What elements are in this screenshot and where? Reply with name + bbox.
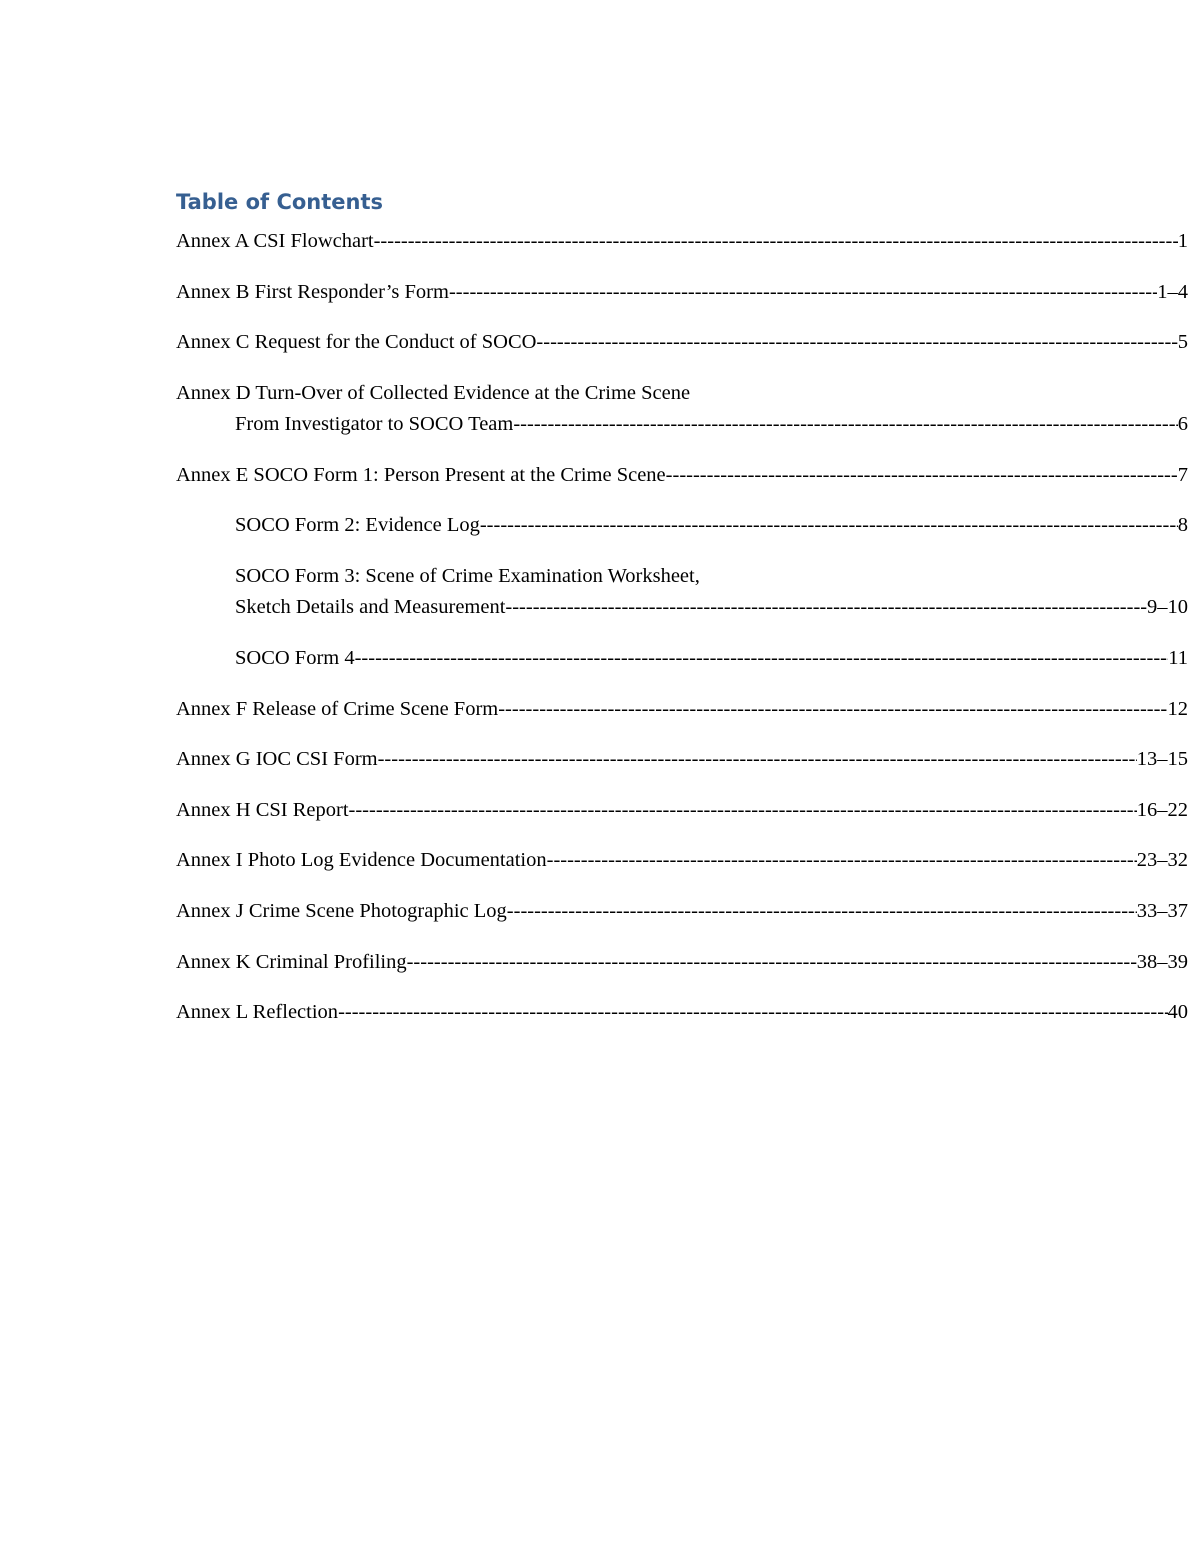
toc-entry [176,277,1188,308]
toc-entry-pages: 1–4 [1157,281,1188,303]
toc-entry-label: SOCO Form 2: Evidence Log [235,514,480,536]
toc-entry-label: Annex L Reflection [176,1001,339,1023]
toc-entry [176,795,1188,826]
dot-leader [507,896,1137,927]
dot-leader [666,460,1178,491]
toc-entry [176,561,1188,623]
dot-leader [513,409,1177,440]
toc-entry-label-continued: Sketch Details and Measurement [235,596,506,618]
dot-leader [547,845,1137,876]
dot-leader [480,510,1178,541]
toc-entry-pages: 11 [1168,647,1188,669]
toc-entry-label: Annex E SOCO Form 1: Person Present at the Crime Scene [176,464,666,486]
toc-entry [176,947,1188,978]
toc-entry-label: Annex D Turn-Over of Collected Evidence at the Crime Scene [176,382,691,404]
toc-entry [176,226,1188,257]
toc-entry-pages: 38–39 [1136,951,1188,973]
toc-entry-label: Annex C Request for the Conduct of SOCO [176,331,537,353]
dot-leader [349,795,1137,826]
toc-entry-pages: 23–32 [1136,849,1188,871]
toc-entry-pages: 33–37 [1136,900,1188,922]
toc-entry [176,845,1188,876]
toc-entry-pages: 40 [1167,1001,1188,1023]
toc-entry [176,460,1188,491]
dot-leader [449,277,1157,308]
dot-leader [407,947,1137,978]
toc-entry-label: SOCO Form 4 [235,647,355,669]
toc-entry-label: Annex J Crime Scene Photographic Log [176,900,507,922]
toc-entry-label: Annex H CSI Report [176,799,349,821]
dot-leader [338,997,1167,1028]
toc-entry-label: Annex A CSI Flowchart [176,230,374,252]
toc-entry-label: Annex G IOC CSI Form [176,748,378,770]
toc-entry [176,327,1188,358]
toc-entry-label: Annex B First Responder’s Form [176,281,449,303]
toc-entry-pages: 8 [1177,514,1188,536]
toc-entry [176,997,1188,1028]
dot-leader [498,694,1167,725]
toc-entry-pages: 5 [1177,331,1188,353]
toc-entry [176,694,1188,725]
toc-entry-pages: 1 [1177,230,1188,252]
dot-leader [505,592,1147,623]
toc-entry [176,643,1188,674]
toc-entry-pages: 12 [1167,698,1188,720]
toc-entry [176,510,1188,541]
toc-entry [176,896,1188,927]
toc-entry-label: Annex F Release of Crime Scene Form [176,698,499,720]
dot-leader [378,744,1137,775]
toc-entry-label: SOCO Form 3: Scene of Crime Examination Worksheet, [235,565,700,587]
toc-entry [176,378,1188,440]
toc-entry-label: Annex K Criminal Profiling [176,951,407,973]
toc-entry [176,744,1188,775]
toc-title: Table of Contents [176,190,384,214]
toc-entry-pages: 7 [1177,464,1188,486]
toc-entry-pages: 13–15 [1136,748,1188,770]
toc-entry-label: Annex I Photo Log Evidence Documentation [176,849,547,871]
toc-entry-pages: 16–22 [1136,799,1188,821]
dot-leader [374,226,1178,257]
toc-entry-pages: 6 [1177,413,1188,435]
toc-entry-label-continued: From Investigator to SOCO Team [235,413,514,435]
dot-leader [355,643,1169,674]
toc-entry-pages: 9–10 [1147,596,1188,618]
dot-leader [536,327,1177,358]
